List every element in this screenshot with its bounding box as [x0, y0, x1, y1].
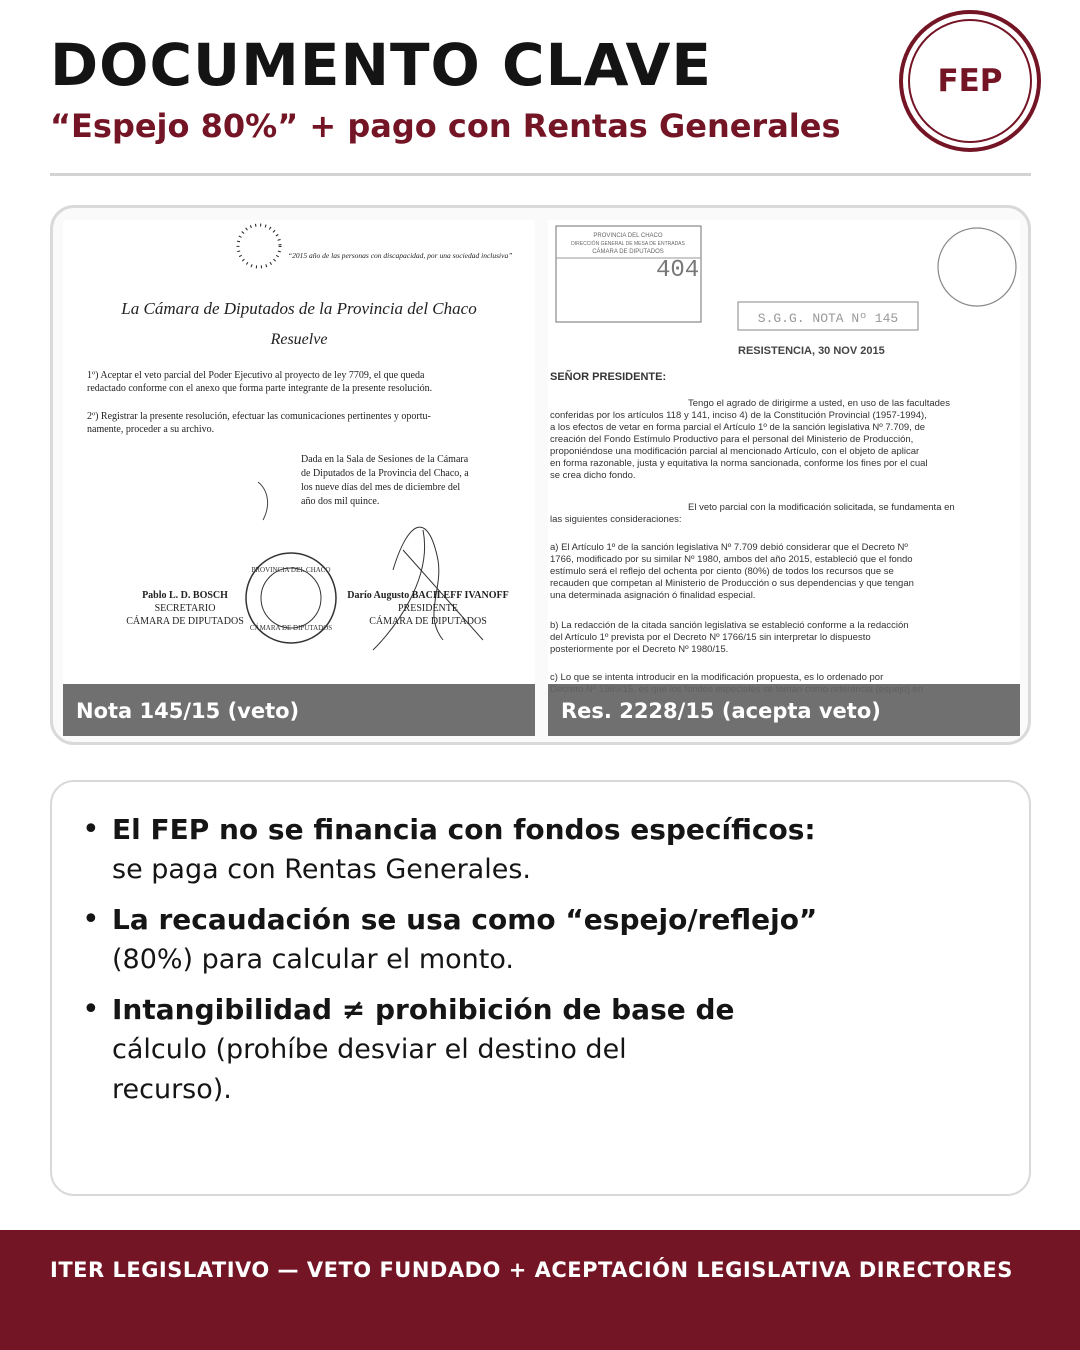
stamp-text: PROVINCIA DEL CHACO — [251, 566, 331, 574]
document-caption: Res. 2228/15 (acepta veto) — [548, 684, 1020, 736]
footer-text: ITER LEGISLATIVO — VETO FUNDADO + ACEPTACIÓN LEGISLATIVA DIRECTORES — [50, 1258, 1013, 1282]
doc-dada-line: los nueve días del mes de diciembre del — [301, 482, 461, 493]
doc-paragraph-line: El veto parcial con la modificación solicitada, se fundamenta en — [688, 502, 955, 513]
document-scan-resolution — [548, 220, 1020, 736]
doc-dada-line: año dos mil quince. — [301, 496, 380, 507]
key-points-panel — [50, 780, 1031, 1196]
doc-paragraph-line: del Artículo 1º prevista por el Decreto Nº 1766/15 sin interpretar lo dispuesto — [550, 632, 871, 643]
header — [50, 30, 910, 148]
doc-heading: La Cámara de Diputados de la Provincia del Chaco — [121, 299, 477, 318]
signature-mark — [373, 527, 483, 650]
fep-seal — [899, 10, 1041, 152]
key-points-list — [82, 810, 902, 1120]
doc-paragraph-line: 1766, modificado por su similar Nº 1980, ambos del año 2015, estableció que el fondo — [550, 554, 913, 565]
doc-paragraph-line: posteriormente por el Decreto Nº 1980/15. — [550, 644, 729, 655]
doc-dada-line: Dada en la Sala de Sesiones de la Cámara — [301, 454, 469, 465]
key-point-body: (80%) para calcular el monto. — [112, 944, 514, 975]
signer-org: CÁMARA DE DIPUTADOS — [369, 616, 487, 627]
stamp-number: 404 — [656, 257, 700, 284]
round-stamp — [938, 228, 1016, 306]
stamp-text: CÁMARA DE DIPUTADOS — [249, 624, 333, 632]
key-point — [82, 900, 902, 980]
key-point — [82, 990, 902, 1110]
doc-greeting: SEÑOR PRESIDENTE: — [550, 371, 667, 383]
key-point — [82, 810, 902, 890]
doc-paragraph-line: creación del Fondo Estímulo Productivo para el personal del Ministerio de Producción, — [550, 434, 914, 445]
doc-paragraph-line: en forma razonable, justa y equitativa la norma sancionada, conforme los fines por el cual — [550, 458, 928, 469]
doc-paragraph-line: a) El Artículo 1º de la sanción legislativa Nº 7.709 debió considerar que el Decreto Nº — [550, 542, 908, 553]
stamp-text: DIRECCIÓN GENERAL DE MESA DE ENTRADAS — [571, 241, 685, 247]
stamp-text: PROVINCIA DEL CHACO — [593, 233, 663, 239]
doc-paragraph-line: 2º) Registrar la presente resolución, efectuar las comunicaciones pertinentes y oportu- — [87, 411, 431, 422]
signer-name: Darío Augusto BACILEFF IVANOFF — [347, 590, 509, 601]
doc-paragraph-line: namente, proceder a su archivo. — [87, 424, 215, 435]
key-point-body: cálculo (prohíbe desviar el destino del recurso). — [112, 1034, 627, 1105]
document-card-acepta-veto — [548, 220, 1020, 736]
doc-paragraph-line: una determinada asignación ó finalidad especial. — [550, 590, 756, 601]
document-logo-ring — [238, 225, 280, 267]
fep-seal-label: FEP — [908, 19, 1032, 143]
key-point-heading: • El FEP no se financia con fondos específicos: — [112, 813, 816, 846]
key-point-heading: • Intangibilidad ≠ prohibición de base de — [112, 993, 735, 1026]
doc-dada-line: de Diputados de la Provincia del Chaco, a — [301, 468, 469, 479]
stamp-text: S.G.G. NOTA Nº 145 — [757, 311, 899, 326]
doc-paragraph-line: estímulo será el reflejo del ochenta por ciento (80%) de todos los recursos que se — [550, 566, 894, 577]
signature-mark — [258, 482, 268, 520]
document-scan-veto — [63, 220, 535, 736]
doc-paragraph-line: redactado conforme con el anexo que forma parte integrante de la presente resolución. — [87, 383, 433, 394]
doc-paragraph-line: recauden que competan al Ministerio de Producción o sus dependencias y que tengan — [550, 578, 914, 589]
key-point-body: se paga con Rentas Generales. — [112, 854, 531, 885]
signer-role: PRESIDENTE — [398, 603, 458, 614]
doc-paragraph-line: b) La redacción de la citada sanción legislativa se estableció conforme a la redacción — [550, 620, 909, 631]
official-stamp-inner — [261, 568, 321, 628]
header-divider — [50, 173, 1031, 176]
signer-role: SECRETARIO — [154, 603, 216, 614]
doc-paragraph-line: c) Lo que se intenta introducir en la modificación propuesta, es lo ordenado por — [550, 672, 884, 683]
doc-heading-resuelve: Resuelve — [270, 331, 328, 348]
document-caption: Nota 145/15 (veto) — [63, 684, 535, 736]
stamp-text: CÁMARA DE DIPUTADOS — [592, 249, 664, 255]
key-point-heading: • La recaudación se usa como “espejo/reflejo” — [112, 903, 818, 936]
doc-paragraph-line: las siguientes consideraciones: — [550, 514, 682, 525]
footer-bar — [0, 1230, 1080, 1350]
doc-paragraph-line: a los efectos de vetar en forma parcial el Artículo 1º de la sanción legislativa Nº 7.709, de — [550, 422, 926, 433]
page-subtitle: “Espejo 80%” + pago con Rentas Generales — [50, 107, 841, 145]
doc-paragraph-line: proponiéndose una modificación parcial al mencionado Artículo, con el objeto de aplicar — [550, 446, 920, 457]
doc-paragraph-line: 1º) Aceptar el veto parcial del Poder Ejecutivo al proyecto de ley 7709, el que queda — [87, 370, 425, 381]
doc-paragraph-line: se crea dicho fondo. — [550, 470, 636, 481]
doc-paragraph-line: conferidas por los artículos 118 y 141, inciso 4) de la Constitución Provincial (1957-1994), — [550, 410, 927, 421]
doc-year-note: “2015 año de las personas con discapacidad, por una sociedad inclusiva” — [288, 251, 513, 260]
doc-city-date: RESISTENCIA, 30 NOV 2015 — [738, 345, 885, 357]
documents-panel — [50, 205, 1031, 745]
doc-paragraph-line: Tengo el agrado de dirigirme a usted, en uso de las facultades — [688, 398, 950, 409]
signer-name: Pablo L. D. BOSCH — [142, 590, 228, 601]
page-title: DOCUMENTO CLAVE — [50, 31, 713, 99]
signer-org: CÁMARA DE DIPUTADOS — [126, 616, 244, 627]
document-card-veto — [63, 220, 535, 736]
